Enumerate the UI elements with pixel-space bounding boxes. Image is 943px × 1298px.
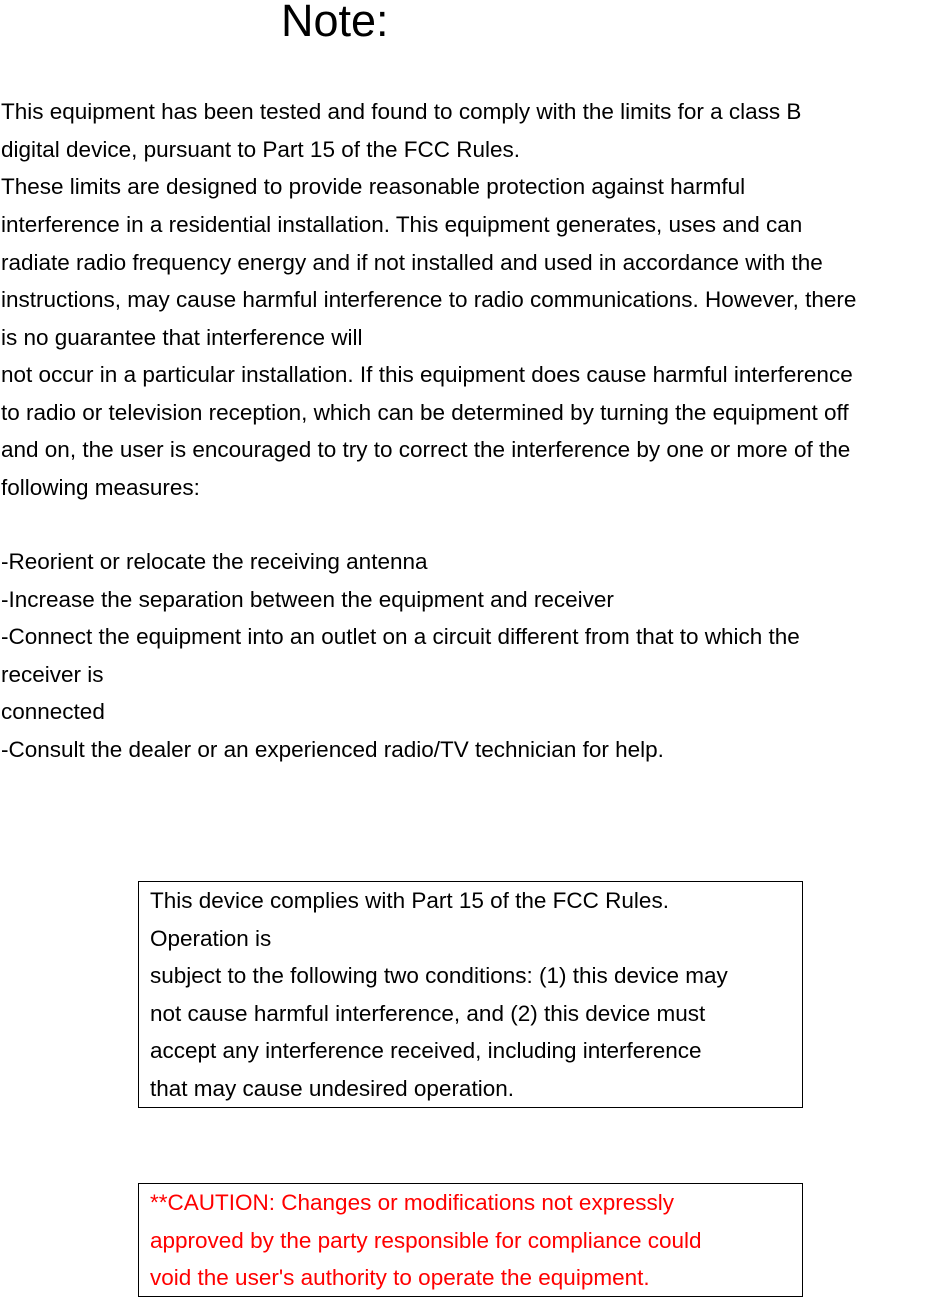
measure-item: receiver is [1,662,104,687]
measure-item: -Reorient or relocate the receiving antenna [1,549,428,574]
statement-line: This equipment has been tested and found to comply with the limits for a class B [1,99,802,124]
statement-line: is no guarantee that interference will [1,325,363,350]
statement-line: These limits are designed to provide reasonable protection against harmful [1,174,746,199]
compliance-line: not cause harmful interference, and (2) this device must [150,1001,706,1026]
caution-box [138,1183,803,1297]
statement-line: interference in a residential installation. This equipment generates, uses and can [1,212,803,237]
measure-item: connected [1,699,105,724]
statement-line: and on, the user is encouraged to try to correct the interference by one or more of the [1,437,851,462]
statement-line: not occur in a particular installation. If this equipment does cause harmful interference [1,362,853,387]
statement-line: following measures: [1,475,200,500]
compliance-line: This device complies with Part 15 of the FCC Rules. [150,888,669,913]
compliance-line: accept any interference received, including interference [150,1038,702,1063]
caution-line: approved by the party responsible for compliance could [150,1228,702,1253]
compliance-line: subject to the following two conditions: (1) this device may [150,963,728,988]
statement-line: digital device, pursuant to Part 15 of the FCC Rules. [1,137,521,162]
compliance-line: that may cause undesired operation. [150,1076,514,1101]
page-title: Note: [281,0,389,46]
compliance-box [138,881,803,1108]
measure-item: -Consult the dealer or an experienced radio/TV technician for help. [1,737,664,762]
caution-line: void the user's authority to operate the equipment. [150,1265,650,1290]
statement-line: radiate radio frequency energy and if not installed and used in accordance with the [1,250,823,275]
caution-line: **CAUTION: Changes or modifications not expressly [150,1190,674,1215]
statement-line: to radio or television reception, which can be determined by turning the equipment off [1,400,849,425]
measure-item: -Connect the equipment into an outlet on a circuit different from that to which the [1,624,800,649]
statement-line: instructions, may cause harmful interference to radio communications. However, there [1,287,857,312]
measure-item: -Increase the separation between the equipment and receiver [1,587,614,612]
compliance-line: Operation is [150,926,272,951]
